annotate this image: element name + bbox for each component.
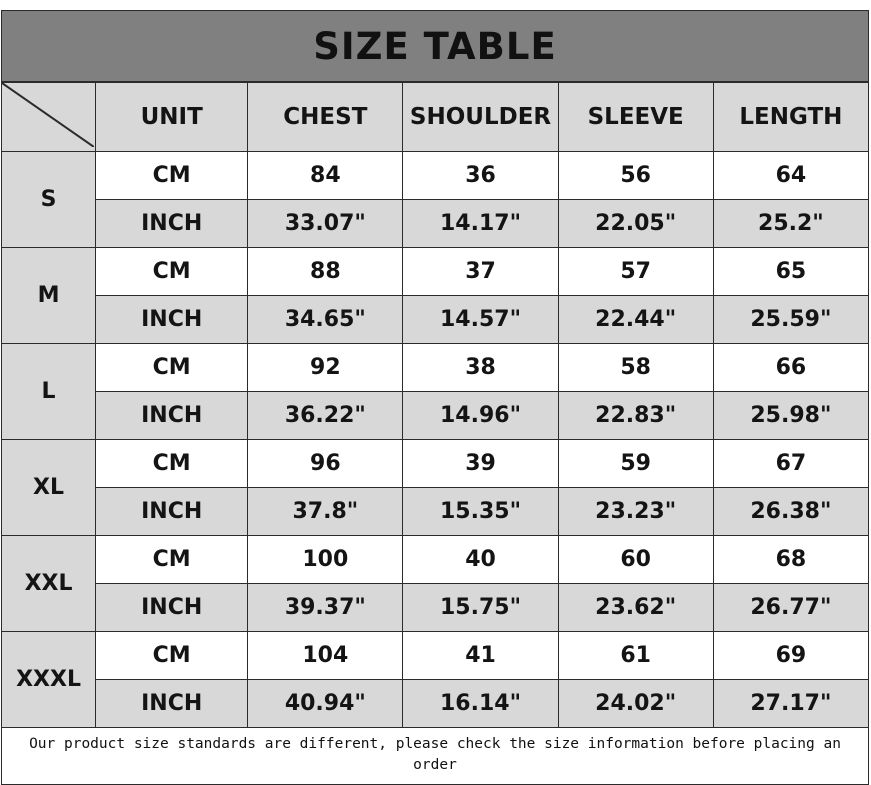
sleeve-value: 24.02" — [558, 680, 713, 728]
shoulder-value: 37 — [403, 248, 558, 296]
sleeve-value: 59 — [558, 440, 713, 488]
column-header-unit: UNIT — [96, 83, 248, 152]
column-header-length: LENGTH — [713, 83, 868, 152]
size-table — [1, 82, 869, 728]
length-value: 64 — [713, 152, 868, 200]
unit-cell: CM — [96, 536, 248, 584]
corner-diagonal-cell — [2, 83, 96, 152]
sleeve-value: 23.62" — [558, 584, 713, 632]
chest-value: 104 — [248, 632, 403, 680]
chest-value: 40.94" — [248, 680, 403, 728]
table-row — [2, 680, 869, 728]
chest-value: 100 — [248, 536, 403, 584]
length-value: 25.2" — [713, 200, 868, 248]
table-row — [2, 344, 869, 392]
length-value: 25.98" — [713, 392, 868, 440]
unit-cell: INCH — [96, 200, 248, 248]
length-value: 65 — [713, 248, 868, 296]
table-body — [2, 152, 869, 728]
column-header-shoulder: SHOULDER — [403, 83, 558, 152]
unit-cell: CM — [96, 344, 248, 392]
table-row — [2, 296, 869, 344]
size-label-xl: XL — [2, 440, 96, 536]
size-label-xxxl: XXXL — [2, 632, 96, 728]
sleeve-value: 22.05" — [558, 200, 713, 248]
unit-cell: CM — [96, 152, 248, 200]
length-value: 27.17" — [713, 680, 868, 728]
table-row — [2, 152, 869, 200]
size-label-l: L — [2, 344, 96, 440]
page-title: SIZE TABLE — [313, 24, 557, 68]
length-value: 67 — [713, 440, 868, 488]
chest-value: 92 — [248, 344, 403, 392]
size-label-s: S — [2, 152, 96, 248]
size-label-xxl: XXL — [2, 536, 96, 632]
shoulder-value: 36 — [403, 152, 558, 200]
table-row — [2, 536, 869, 584]
sleeve-value: 23.23" — [558, 488, 713, 536]
table-header — [2, 83, 869, 152]
table-row — [2, 488, 869, 536]
column-header-sleeve: SLEEVE — [558, 83, 713, 152]
shoulder-value: 39 — [403, 440, 558, 488]
shoulder-value: 15.35" — [403, 488, 558, 536]
chest-value: 84 — [248, 152, 403, 200]
sleeve-value: 58 — [558, 344, 713, 392]
unit-cell: CM — [96, 248, 248, 296]
sleeve-value: 60 — [558, 536, 713, 584]
chest-value: 39.37" — [248, 584, 403, 632]
sleeve-value: 56 — [558, 152, 713, 200]
length-value: 26.77" — [713, 584, 868, 632]
unit-cell: INCH — [96, 488, 248, 536]
length-value: 68 — [713, 536, 868, 584]
shoulder-value: 15.75" — [403, 584, 558, 632]
size-disclaimer-note: Our product size standards are different, please check the size information before placing an order — [1, 728, 869, 785]
sleeve-value: 22.44" — [558, 296, 713, 344]
shoulder-value: 41 — [403, 632, 558, 680]
shoulder-value: 16.14" — [403, 680, 558, 728]
table-row — [2, 392, 869, 440]
shoulder-value: 40 — [403, 536, 558, 584]
table-row — [2, 440, 869, 488]
shoulder-value: 38 — [403, 344, 558, 392]
sleeve-value: 22.83" — [558, 392, 713, 440]
length-value: 66 — [713, 344, 868, 392]
unit-cell: INCH — [96, 296, 248, 344]
unit-cell: INCH — [96, 584, 248, 632]
chest-value: 36.22" — [248, 392, 403, 440]
shoulder-value: 14.96" — [403, 392, 558, 440]
sleeve-value: 57 — [558, 248, 713, 296]
unit-cell: CM — [96, 632, 248, 680]
unit-cell: INCH — [96, 680, 248, 728]
unit-cell: CM — [96, 440, 248, 488]
diagonal-divider-icon — [2, 83, 95, 151]
column-header-chest: CHEST — [248, 83, 403, 152]
sleeve-value: 61 — [558, 632, 713, 680]
chest-value: 96 — [248, 440, 403, 488]
length-value: 26.38" — [713, 488, 868, 536]
page-title-bar — [1, 10, 869, 82]
table-row — [2, 584, 869, 632]
table-row — [2, 632, 869, 680]
chest-value: 34.65" — [248, 296, 403, 344]
size-table-container — [1, 10, 869, 785]
shoulder-value: 14.17" — [403, 200, 558, 248]
table-row — [2, 248, 869, 296]
table-row — [2, 200, 869, 248]
unit-cell: INCH — [96, 392, 248, 440]
size-label-m: M — [2, 248, 96, 344]
table-header-row — [2, 83, 869, 152]
chest-value: 88 — [248, 248, 403, 296]
chest-value: 33.07" — [248, 200, 403, 248]
shoulder-value: 14.57" — [403, 296, 558, 344]
length-value: 25.59" — [713, 296, 868, 344]
length-value: 69 — [713, 632, 868, 680]
chest-value: 37.8" — [248, 488, 403, 536]
